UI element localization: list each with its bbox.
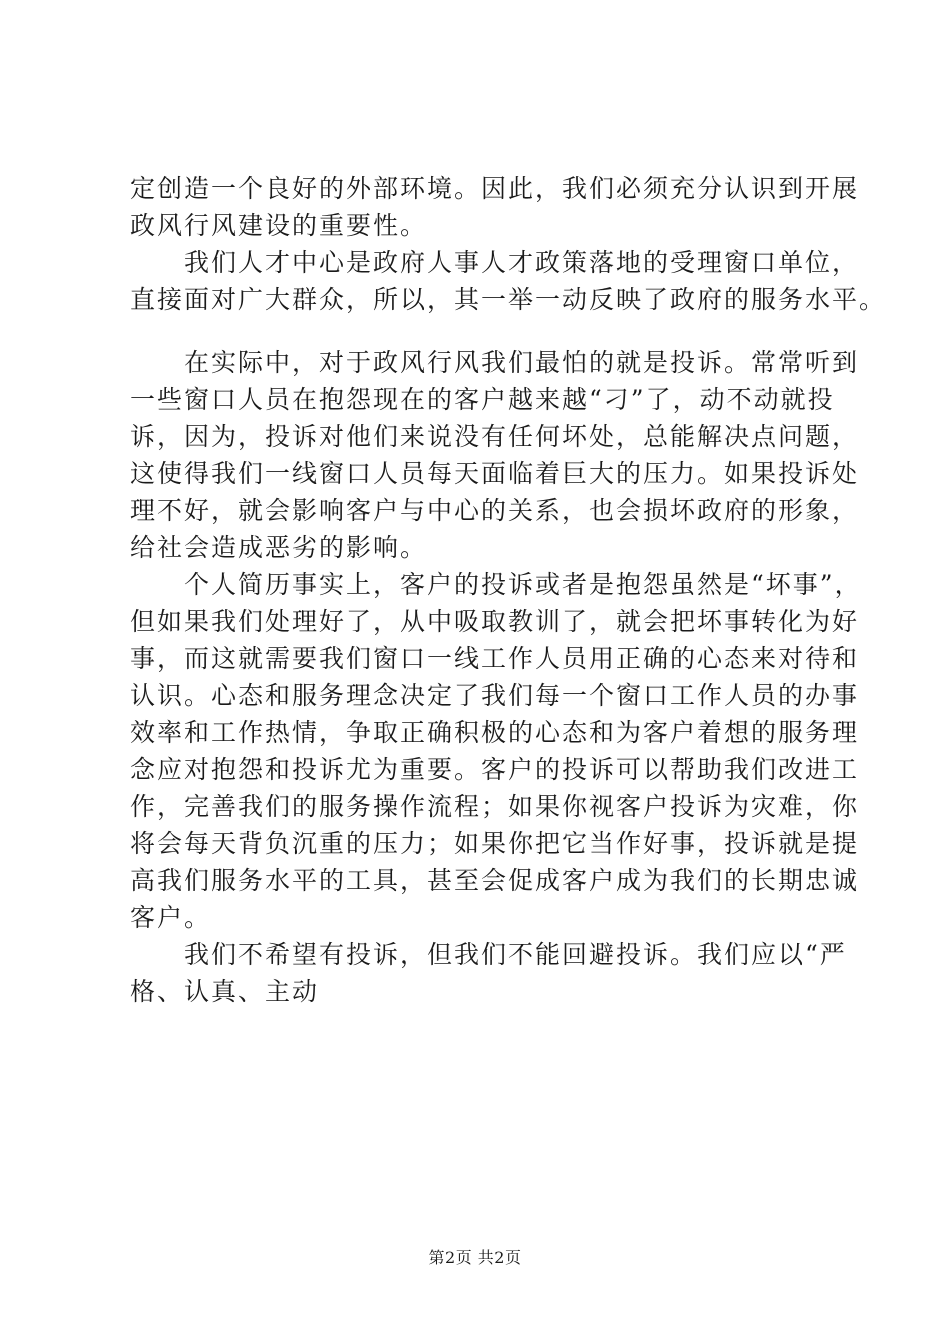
text-line: 政风行风建设的重要性。 bbox=[130, 211, 428, 240]
text-line: 这使得我们一线窗口人员每天面临着巨大的压力。如果投诉处 bbox=[130, 459, 860, 488]
text-line: 格、认真、主动 bbox=[130, 977, 320, 1006]
text-line: 直接面对广大群众，所以，其一举一动反映了政府的服务水平。 bbox=[130, 285, 887, 314]
paragraph-gap bbox=[130, 318, 845, 344]
document-body bbox=[130, 170, 887, 1010]
page-number: 第2页 共2页 bbox=[428, 1248, 522, 1267]
text-line: 效率和工作热情，争取正确积极的心态和为客户着想的服务理 bbox=[130, 718, 860, 747]
text-line: 我们人才中心是政府人事人才政策落地的受理窗口单位， bbox=[130, 248, 860, 277]
text-line: 给社会造成恶劣的影响。 bbox=[130, 533, 428, 562]
text-line: 事，而这就需要我们窗口一线工作人员用正确的心态来对待和 bbox=[130, 644, 860, 673]
text-line: 但如果我们处理好了，从中吸取教训了，就会把坏事转化为好 bbox=[130, 607, 860, 636]
text-line: 一些窗口人员在抱怨现在的客户越来越“刁”了，动不动就投 bbox=[130, 385, 835, 414]
text-line: 认识。心态和服务理念决定了我们每一个窗口工作人员的办事 bbox=[130, 681, 860, 710]
text-line: 在实际中，对于政风行风我们最怕的就是投诉。常常听到 bbox=[130, 348, 860, 377]
text-line: 高我们服务水平的工具，甚至会促成客户成为我们的长期忠诚 bbox=[130, 866, 860, 895]
page-footer bbox=[0, 1245, 950, 1268]
text-line: 念应对抱怨和投诉尤为重要。客户的投诉可以帮助我们改进工 bbox=[130, 755, 860, 784]
text-line: 个人简历事实上，客户的投诉或者是抱怨虽然是“坏事”， bbox=[130, 570, 862, 599]
text-line: 客户。 bbox=[130, 903, 212, 932]
text-line: 定创造一个良好的外部环境。因此，我们必须充分认识到开展 bbox=[130, 174, 860, 203]
text-line: 将会每天背负沉重的压力；如果你把它当作好事，投诉就是提 bbox=[130, 829, 860, 858]
text-line: 我们不希望有投诉，但我们不能回避投诉。我们应以“严 bbox=[130, 940, 847, 969]
text-line: 作，完善我们的服务操作流程；如果你视客户投诉为灾难，你 bbox=[130, 792, 860, 821]
text-line: 诉，因为，投诉对他们来说没有任何坏处，总能解决点问题， bbox=[130, 422, 860, 451]
text-line: 理不好，就会影响客户与中心的关系，也会损坏政府的形象， bbox=[130, 496, 860, 525]
